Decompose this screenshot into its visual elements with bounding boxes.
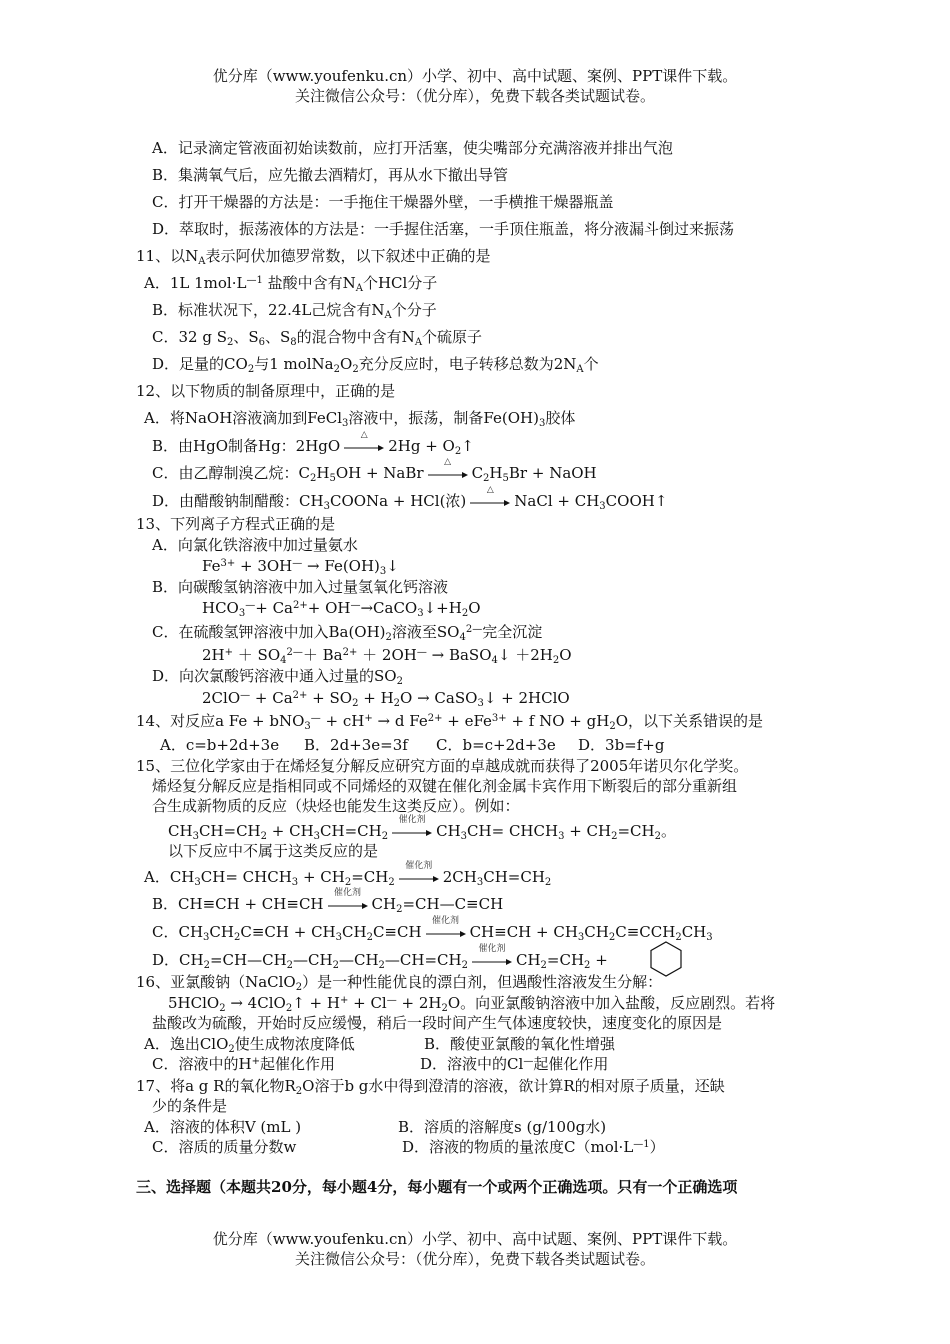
- catalyst-arrow-icon: 催化剂: [392, 824, 432, 840]
- catalyst-arrow-icon: 催化剂: [328, 897, 368, 913]
- q15-example-equation: $CH_3CH=CH_2 + CH_3CH=CH_2$ 催化剂 $CH_3CH=$ $CHCH_3 + CH_2=CH_2$。: [168, 815, 677, 842]
- q16-option-b: B．酸使亚氯酸的氧化性增强: [424, 1035, 616, 1053]
- q15-stem-line-2: 烯烃复分解反应是指相同或不同烯烃的双键在催化剂金属卡宾作用下断裂后的部分重新组: [152, 777, 738, 795]
- q15-option-b: B．CH≡CH + CH≡CH 催化剂 $CH_2=CH—C\equiv CH$: [152, 888, 504, 915]
- catalyst-arrow-icon: 催化剂: [472, 953, 512, 969]
- q13-stem: 13、下列离子方程式正确的是: [136, 515, 336, 533]
- q10-option-a: A．记录滴定管液面初始读数前，应打开活塞，使尖嘴部分充满溶液并排出气泡: [152, 139, 673, 157]
- q15-ask: 以下反应中不属于这类反应的是: [168, 842, 379, 860]
- q17-stem: 17、将a g R的氧化物$R_2O$溶于b g水中得到澄清的溶液，欲计算R的相对原子质量，还缺: [136, 1077, 725, 1097]
- q17-stem-line-2: 少的条件是: [152, 1097, 228, 1115]
- heat-arrow-icon: △: [428, 466, 468, 482]
- q12-option-b: B．由HgO制备Hg：2HgO △ $2Hg + O_2↑$: [152, 430, 474, 457]
- q12-option-d: D．由醋酸钠制醋酸：$CH_3COONa + HCl$(浓) △ NaCl + $CH_3COOH↑$: [152, 485, 668, 512]
- section-3-title: 三、选择题（本题共20分，每小题4分，每小题有一个或两个正确选项。只有一个正确选项: [136, 1178, 738, 1196]
- q12-option-c: C．由乙醇制溴乙烷：$C_2H_5OH$ + NaBr △ $C_2H_5Br$ + NaOH: [152, 457, 597, 484]
- q15-stem-line-3: 合生成新物质的反应（炔烃也能发生这类反应）。例如：: [152, 797, 520, 815]
- q13-option-d: D．向次氯酸钙溶液中通入过量的$SO_2$: [152, 667, 403, 687]
- q13-option-a: A．向氯化铁溶液中加过量氨水: [152, 536, 358, 554]
- heat-arrow-icon: △: [344, 439, 384, 455]
- q12-stem: 12、以下物质的制备原理中，正确的是: [136, 382, 396, 400]
- q12-option-a: A．将NaOH溶液滴加到FeCl$_3$溶液中，振荡，制备$Fe(OH)_3$胶体: [144, 409, 576, 429]
- q17-option-d: D．溶液的物质的量浓度$C(mol\cdot L^{—1})$: [402, 1138, 665, 1156]
- q13-option-c: C．在硫酸氢钾溶液中加入$Ba(OH)_2$溶液至$SO_4^{2—}$完全沉淀: [152, 623, 543, 643]
- q14-option-c: C．b=c+2d+3e: [436, 736, 556, 754]
- q15-stem-line-1: 15、三位化学家由于在烯烃复分解反应研究方面的卓越成就而获得了2005年诺贝尔化学奖。: [136, 757, 749, 775]
- q13-option-b: B．向碳酸氢钠溶液中加入过量氢氧化钙溶液: [152, 578, 449, 596]
- q17-option-c: C．溶质的质量分数w: [152, 1138, 297, 1156]
- q16-stem: 16、亚氯酸钠（NaClO$_2$）是一种性能优良的漂白剂，但遇酸性溶液发生分解：: [136, 973, 663, 993]
- q14-option-b: B．2d+3e=3f: [304, 736, 408, 754]
- q15-option-d: D．$CH_2=CH—CH_2—CH_2—CH_2—CH=CH_2$ 催化剂 $CH_2=CH_2$ +: [152, 944, 608, 971]
- q14-stem: 14、对反应a Fe + bNO$_3$— + cH+ → d $Fe^{2+} + eFe^{3+} + f$ NO + $gH_2O$，以下关系错误的是: [136, 712, 763, 732]
- catalyst-arrow-icon: 催化剂: [399, 870, 439, 886]
- q13-equation-c: $2H^+ + SO_4^{2—}+ Ba^{2+} + 2OH^—$ → BaSO$_4$↓ $+2H_2O$: [202, 646, 572, 666]
- q10-option-b: B．集满氧气后，应先撤去酒精灯，再从水下撤出导管: [152, 166, 509, 184]
- q17-option-a: A．溶液的体积V (mL ): [144, 1118, 302, 1136]
- q16-option-a: A．逸出ClO$_2$使生成物浓度降低: [144, 1035, 355, 1055]
- catalyst-arrow-icon: 催化剂: [426, 925, 466, 941]
- q11-option-a: A．1L $1mol\cdot L^{—1}$ 盐酸中含有$N_A$个HCl分子: [144, 274, 438, 294]
- q10-option-c: C．打开干燥器的方法是：一手拖住干燥器外壁，一手横推干燥器瓶盖: [152, 193, 614, 211]
- q16-option-c: C．溶液中的H+起催化作用: [152, 1055, 335, 1073]
- q13-equation-d: $2ClO^— + Ca^{2+} + SO_2 + H_2O$ → CaSO$_3$↓ + 2HClO: [202, 689, 570, 709]
- q13-equation-a: $Fe^{3+} + 3OH^—$ → $Fe(OH)_3↓$: [202, 557, 399, 577]
- q15-option-c: C．$CH_3CH_2C\equiv CH + CH_3CH_2C\equiv CH$ 催化剂 $CH\equiv CH + CH_3CH_2C\equiv CCH_2CH_3$: [152, 916, 713, 943]
- q15-option-a: A．$CH_3CH=$ $CHCH_3 + CH_2=CH_2$ 催化剂 $2CH_3CH=CH_2$: [144, 861, 552, 888]
- q11-stem: 11、以$N_A$表示阿伏加德罗常数，以下叙述中正确的是: [136, 247, 491, 267]
- q11-option-d: D．足量的$CO_2$与1 $molNa_2O_2$充分反应时，电子转移总数为$2N_A$个: [152, 355, 599, 375]
- heat-arrow-icon: △: [470, 494, 510, 510]
- q16-option-d: D．溶液中的Cl—起催化作用: [420, 1055, 609, 1073]
- q14-option-a: A．c=b+2d+3e: [160, 736, 280, 754]
- footer-line-1: 优分库（www.youfenku.cn）小学、初中、高中试题、案例、PPT课件下载。: [212, 1230, 738, 1248]
- footer-line-2: 关注微信公众号：（优分库），免费下载各类试题试卷。: [294, 1250, 655, 1268]
- q16-stem-line-3: 盐酸改为硫酸，开始时反应缓慢，稍后一段时间产生气体速度较快，速度变化的原因是: [152, 1014, 723, 1032]
- q10-option-d: D．萃取时，振荡液体的方法是：一手握住活塞，一手顶住瓶盖，将分液漏斗倒过来振荡: [152, 220, 735, 238]
- header-line-1: 优分库（www.youfenku.cn）小学、初中、高中试题、案例、PPT课件下载。: [212, 67, 738, 85]
- q14-option-d: D．3b=f+g: [578, 736, 665, 754]
- q11-option-b: B．标准状况下，22.4L己烷含有$N_A$个分子: [152, 301, 437, 321]
- q17-option-b: B．溶质的溶解度s (g/100g水): [398, 1118, 607, 1136]
- header-line-2: 关注微信公众号：（优分库），免费下载各类试题试卷。: [294, 87, 655, 105]
- q16-equation: 5HClO$_2$ → 4ClO$_2$↑ + $H^+ + Cl^— + 2H_2O$。向亚氯酸钠溶液中加入盐酸，反应剧烈。若将: [168, 994, 776, 1014]
- q11-option-c: C．32 g $S_2$、$S_6$、$S_8$的混合物中含有$N_A$个硫原子: [152, 328, 483, 348]
- q13-equation-b: $HCO_3^—+ Ca^{2+}+$ $OH^—\to CaCO_3↓+H_2O$: [202, 599, 481, 619]
